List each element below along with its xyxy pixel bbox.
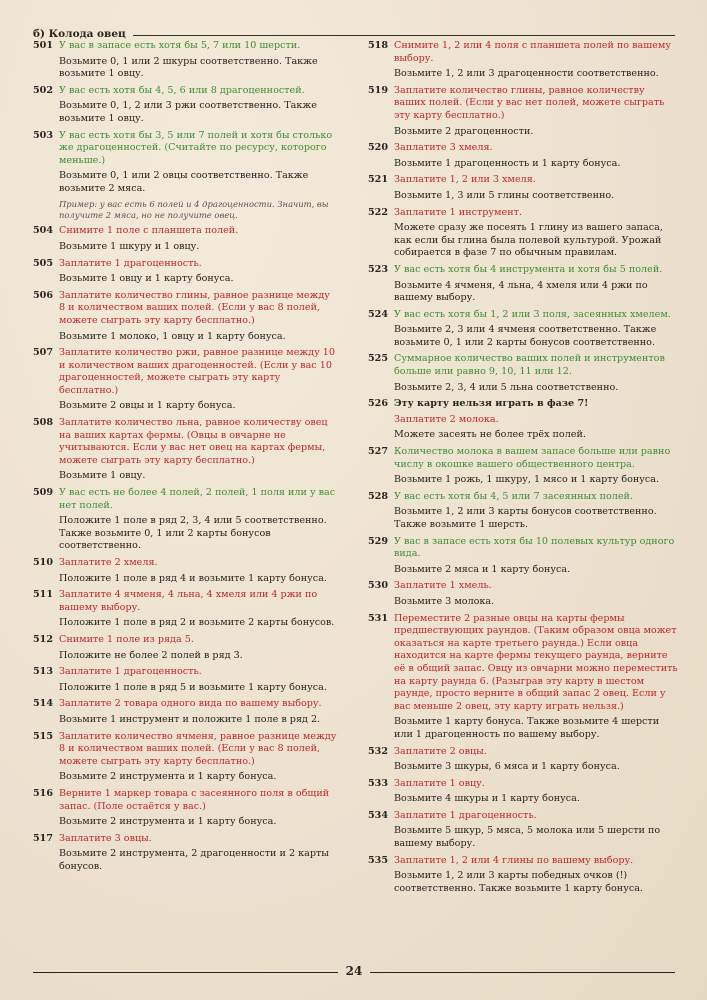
card-number: 503	[33, 129, 54, 141]
card-cost: Заплатите 1 драгоценность.	[394, 809, 537, 821]
card-cost: Заплатите 1 овцу.	[394, 777, 485, 789]
card-effect: Возьмите 2 инструмента и 1 карту бонуса.	[59, 771, 277, 783]
card-entry	[368, 40, 678, 81]
card-condition: У вас есть хотя бы 1, 2 или 3 поля, засеянных хмелем.	[394, 308, 671, 320]
card-condition: У вас есть хотя бы 4 инструмента и хотя бы 5 полей.	[394, 263, 663, 275]
card-effect: Можете засеять не более трёх полей.	[394, 429, 586, 441]
footer-rule-right	[370, 972, 675, 973]
card-number: 526	[368, 398, 389, 410]
card-entry	[33, 698, 338, 726]
card-number: 507	[33, 347, 54, 359]
card-number: 527	[368, 446, 389, 458]
card-number: 519	[368, 84, 389, 96]
card-number: 505	[33, 257, 54, 269]
header-rule	[133, 35, 675, 36]
card-effect: Возьмите 1 овцу и 1 карту бонуса.	[59, 273, 234, 285]
card-entry	[368, 613, 678, 742]
card-number: 510	[33, 557, 54, 568]
card-number: 524	[368, 308, 389, 320]
card-effect: Положите не более 2 полей в ряд 3.	[59, 649, 243, 661]
card-cost: Заплатите количество глины, равное количеству ваших полей. (Если у вас нет полей, можете сыграть эту карту бесплатно.)	[394, 84, 665, 121]
card-cost: Заплатите 1 драгоценность.	[59, 666, 202, 678]
card-number: 509	[33, 487, 54, 499]
card-cost: Переместите 2 разные овцы на карты фермы предшествующих раундов. (Таким образом овца может оказаться на карте третьего раунда.) Если овца находится на карте фермы текущего раунда, верните её в общий запас. Овцу из овчарни можно переместить на карту раунда 6. (Разыграв эту карту в шестом раунде, просто верните в общий запас 2 овец. Если у вас меньше 2 овец, эту карту играть нельзя.)	[394, 612, 678, 712]
card-number: 531	[368, 612, 389, 624]
card-entry	[368, 491, 678, 532]
card-number: 530	[368, 580, 389, 592]
card-entry	[368, 580, 678, 608]
card-effect: Возьмите 1, 2 или 3 карты бонусов соответственно. Также возьмите 1 шерсть.	[394, 506, 657, 530]
card-effect: Возьмите 2, 3, 4 или 5 льна соответственно.	[394, 381, 619, 393]
card-condition: У вас в запасе есть хотя бы 10 полевых культур одного вида.	[394, 535, 675, 560]
card-effect: Возьмите 1, 2 или 3 драгоценности соответственно.	[394, 68, 659, 80]
card-condition: Суммарное количество ваших полей и инструментов больше или равно 9, 10, 11 или 12.	[394, 353, 665, 378]
card-effect: Возьмите 1 молоко, 1 овцу и 1 карту бонуса.	[59, 330, 286, 342]
card-entry	[368, 810, 678, 851]
card-effect: Возьмите 4 шкуры и 1 карту бонуса.	[394, 793, 580, 805]
card-effect: Возьмите 1 шкуру и 1 овцу.	[59, 240, 200, 252]
card-cost: Заплатите количество ржи, равное разнице между 10 и количеством ваших драгоценностей. (Если у вас 10 драгоценностей, можете сыграть эту карту бесплатно.)	[59, 347, 336, 396]
card-effect: Возьмите 4 ячменя, 4 льна, 4 хмеля или 4 ржи по вашему выбору.	[394, 279, 648, 304]
card-entry	[33, 85, 338, 126]
card-effect: Возьмите 3 молока.	[394, 595, 495, 607]
card-entry	[33, 130, 338, 222]
card-effect: Возьмите 1 овцу.	[59, 470, 146, 482]
card-condition: У вас в запасе есть хотя бы 5, 7 или 10 шерсти.	[59, 40, 301, 51]
card-example: Пример: у вас есть 6 полей и 4 драгоценности. Значит, вы получите 2 мяса, но не получите овец.	[59, 198, 329, 220]
card-number: 534	[368, 809, 389, 821]
card-cost: Заплатите 2 товара одного вида по вашему выбору.	[59, 698, 322, 710]
card-effect: Возьмите 1, 3 или 5 глины соответственно.	[394, 189, 615, 201]
right-column	[368, 40, 678, 899]
card-number: 535	[368, 854, 389, 866]
card-entry	[33, 290, 338, 343]
card-restriction: Эту карту нельзя играть в фазе 7!	[394, 398, 589, 410]
card-cost: Заплатите 1 хмель.	[394, 580, 492, 592]
card-effect: Возьмите 2 инструмента и 1 карту бонуса.	[59, 816, 277, 828]
card-cost: Заплатите количество глины, равное разнице между 8 и количеством ваших полей. (Если у вас 8 полей, можете сыграть эту карту бесплатно.)	[59, 289, 330, 326]
card-entry	[368, 398, 678, 442]
card-number: 521	[368, 174, 389, 186]
card-number: 518	[368, 40, 389, 51]
card-effect: Положите 1 поле в ряд 2, 3, 4 или 5 соответственно. Также возьмите 0, 1 или 2 карты бонусов соответственно.	[59, 515, 327, 552]
card-number: 525	[368, 353, 389, 365]
card-number: 512	[33, 633, 54, 645]
card-effect: Возьмите 1 карту бонуса. Также возьмите 4 шерсти или 1 драгоценность по вашему выбору.	[394, 716, 660, 740]
card-entry	[368, 207, 678, 260]
card-cost: Заплатите 2 молока.	[394, 413, 499, 425]
card-entry	[368, 142, 678, 170]
card-number: 515	[33, 730, 54, 742]
card-effect: Возьмите 5 шкур, 5 мяса, 5 молока или 5 шерсти по вашему выбору.	[394, 825, 661, 850]
card-cost: Заплатите 3 хмеля.	[394, 142, 493, 154]
card-number: 504	[33, 225, 54, 237]
card-cost: Снимите 1, 2 или 4 поля с планшета полей по вашему выбору.	[394, 40, 671, 64]
card-condition: У вас есть хотя бы 4, 5 или 7 засеянных полей.	[394, 490, 633, 502]
card-effect: Возьмите 1 рожь, 1 шкуру, 1 мясо и 1 карту бонуса.	[394, 474, 660, 486]
card-effect: Возьмите 2 инструмента, 2 драгоценности и 2 карты бонусов.	[59, 848, 329, 872]
card-cost: Заплатите 1, 2 или 3 хмеля.	[394, 174, 536, 186]
card-effect: Возьмите 0, 1, 2 или 3 ржи соответственно. Также возьмите 1 овцу.	[59, 100, 317, 124]
card-cost: Снимите 1 поле из ряда 5.	[59, 633, 194, 645]
card-number: 517	[33, 832, 54, 844]
card-number: 520	[368, 142, 389, 154]
card-cost: Заплатите 1 драгоценность.	[59, 257, 202, 269]
card-effect: Возьмите 0, 1 или 2 шкуры соответственно. Также возьмите 1 овцу.	[59, 55, 318, 80]
card-entry	[33, 557, 338, 585]
page-number: 24	[345, 964, 363, 978]
card-number: 513	[33, 666, 54, 678]
card-effect: Возьмите 2 драгоценности.	[394, 125, 534, 137]
card-number: 502	[33, 84, 54, 96]
card-condition: У вас есть хотя бы 4, 5, 6 или 8 драгоценностей.	[59, 84, 305, 96]
card-effect: Возьмите 0, 1 или 2 овцы соответственно. Также возьмите 2 мяса.	[59, 170, 309, 194]
card-number: 516	[33, 787, 54, 799]
card-number: 532	[368, 745, 389, 757]
card-effect: Возьмите 1 драгоценность и 1 карту бонуса.	[394, 157, 621, 169]
page-footer	[33, 964, 675, 980]
card-entry	[368, 264, 678, 305]
card-cost: Заплатите 1, 2 или 4 глины по вашему выбору.	[394, 854, 634, 866]
card-cost: Заплатите 3 овцы.	[59, 832, 152, 844]
left-column	[33, 40, 338, 877]
card-cost: Заплатите 1 инструмент.	[394, 206, 522, 218]
card-entry	[33, 589, 338, 630]
card-effect: Возьмите 1 инструмент и положите 1 поле в ряд 2.	[59, 713, 321, 725]
card-effect: Возьмите 1, 2 или 3 карты победных очков (!) соответственно. Также возьмите 1 карту бонуса.	[394, 870, 643, 894]
card-cost: Заплатите 2 хмеля.	[59, 557, 158, 568]
card-entry	[368, 746, 678, 774]
card-cost: Заплатите 4 ячменя, 4 льна, 4 хмеля или 4 ржи по вашему выбору.	[59, 589, 318, 613]
card-effect: Можете сразу же посеять 1 глину из вашего запаса, как если бы глина была полевой культурой. Урожай собирается в фазе 7 по обычным правилам.	[394, 222, 663, 259]
card-effect: Положите 1 поле в ряд 5 и возьмите 1 карту бонуса.	[59, 681, 327, 693]
card-entry	[368, 778, 678, 806]
card-entry	[368, 85, 678, 138]
card-number: 528	[368, 490, 389, 502]
card-effect: Возьмите 2 мяса и 1 карту бонуса.	[394, 563, 571, 575]
card-number: 506	[33, 289, 54, 301]
card-number: 508	[33, 417, 54, 429]
card-entry	[368, 536, 678, 577]
card-entry	[368, 309, 678, 350]
card-condition: Количество молока в вашем запасе больше или равно числу в окошке вашего общественного центра.	[394, 446, 671, 470]
card-cost: Заплатите количество льна, равное количеству овец на ваших картах фермы. (Овцы в овчарне не учитываются. Если у вас нет овец на картах фермы, можете сыграть эту карту бесплатно.)	[59, 417, 328, 466]
card-condition: У вас есть не более 4 полей, 2 полей, 1 поля или у вас нет полей.	[59, 487, 336, 511]
card-number: 514	[33, 698, 54, 710]
card-cost: Заплатите 2 овцы.	[394, 745, 487, 757]
card-number: 529	[368, 535, 389, 547]
card-condition: У вас есть хотя бы 3, 5 или 7 полей и хотя бы столько же драгоценностей. (Считайте по ресурсу, которого меньше.)	[59, 129, 333, 166]
card-cost: Снимите 1 поле с планшета полей.	[59, 225, 239, 237]
card-effect: Положите 1 поле в ряд 4 и возьмите 1 карту бонуса.	[59, 572, 327, 584]
card-effect: Возьмите 3 шкуры, 6 мяса и 1 карту бонуса.	[394, 761, 620, 773]
card-entry	[33, 487, 338, 553]
card-entry	[368, 446, 678, 487]
card-entry	[33, 40, 338, 81]
card-cost: Верните 1 маркер товара с засеянного поля в общий запас. (Поле остаётся у вас.)	[59, 787, 330, 812]
card-number: 523	[368, 263, 389, 275]
card-entry	[33, 634, 338, 662]
card-entry	[33, 731, 338, 784]
card-entry	[33, 417, 338, 483]
card-entry	[368, 353, 678, 394]
card-entry	[368, 174, 678, 202]
section-title: б) Колода овец	[33, 28, 126, 40]
card-number: 522	[368, 206, 389, 218]
card-effect: Возьмите 2 овцы и 1 карту бонуса.	[59, 400, 236, 412]
card-cost: Заплатите количество ячменя, равное разнице между 8 и количеством ваших полей. (Если у вас 8 полей, можете сыграть эту карту бесплатно.)	[59, 730, 337, 767]
card-entry	[33, 347, 338, 413]
card-entry	[33, 833, 338, 874]
card-number: 533	[368, 777, 389, 789]
card-number: 501	[33, 40, 54, 51]
card-effect: Положите 1 поле в ряд 2 и возьмите 2 карты бонусов.	[59, 617, 335, 629]
card-entry	[33, 258, 338, 286]
card-entry	[33, 666, 338, 694]
card-entry	[33, 225, 338, 253]
card-entry	[33, 788, 338, 829]
card-entry	[368, 855, 678, 896]
card-effect: Возьмите 2, 3 или 4 ячменя соответственно. Также возьмите 0, 1 или 2 карты бонусов соответственно.	[394, 324, 657, 348]
card-number: 511	[33, 589, 54, 601]
